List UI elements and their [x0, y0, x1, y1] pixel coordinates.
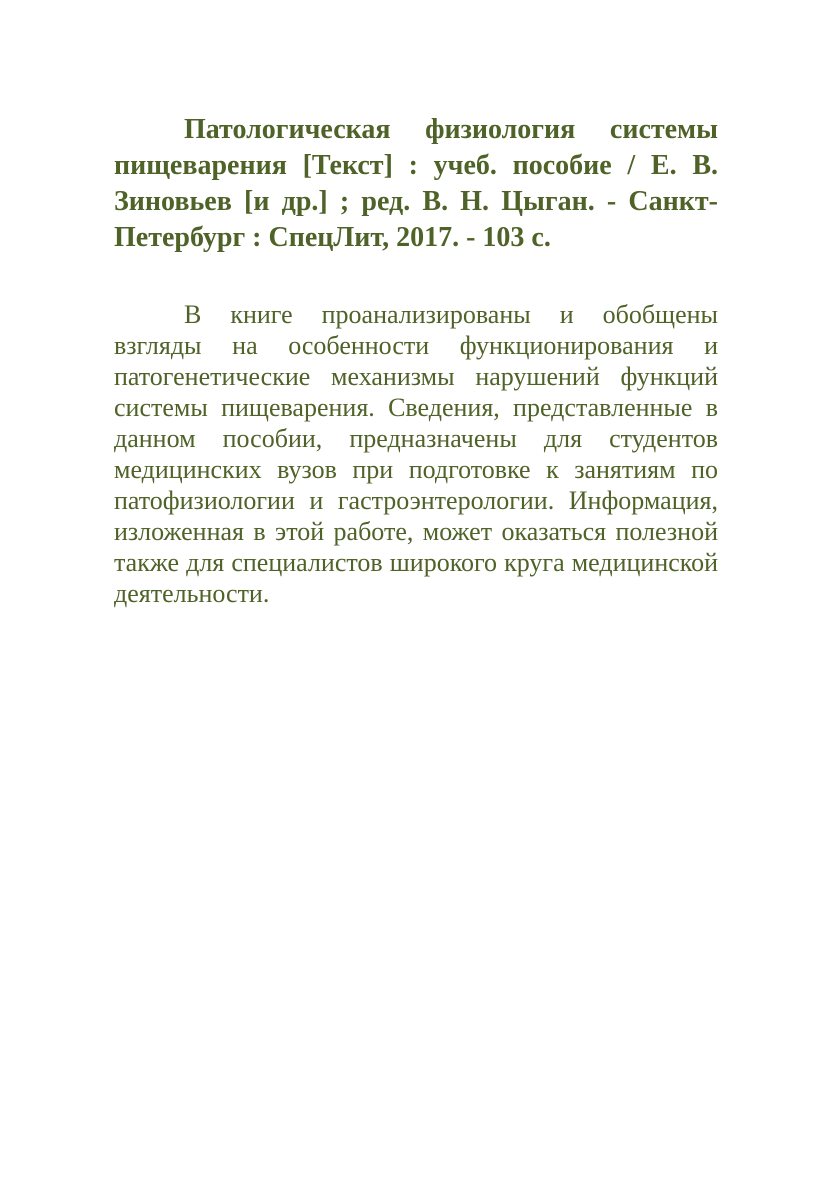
book-abstract: В книге проанализированы и обобщены взгляды на особенности функционирования и патогенетические механизмы нарушений функций системы пищеварения. Сведения, представленные в данном пособии, предназначены для студентов медицинских вузов при подготовке к занятиям по патофизиологии и гастроэнтерологии. Информация, изложенная в этой работе, может оказаться полезной также для специалистов широкого круга медицинской деятельности.: [114, 300, 718, 608]
bibliographic-citation: Патологическая физиология системы пищеварения [Текст] : учеб. пособие / Е. В. Зиновьев [и др.] ; ред. В. Н. Цыган. - Санкт-Петербург : СпецЛит, 2017. - 103 с.: [114, 114, 718, 253]
document-page: [114, 112, 718, 609]
